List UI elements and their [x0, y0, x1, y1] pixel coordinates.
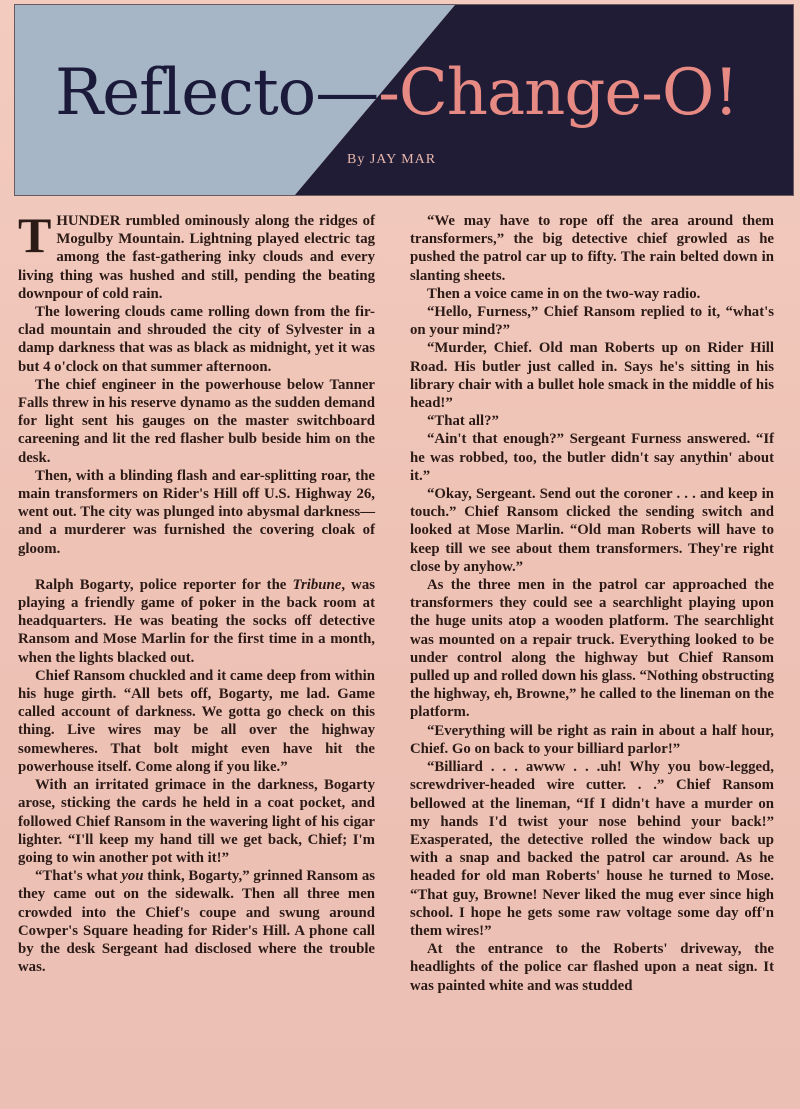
title-banner: [14, 4, 794, 196]
paragraph: “Everything will be right as rain in about a half hour, Chief. Go on back to your billiard parlor!”: [410, 722, 774, 757]
paragraph: “That's what you think, Bogarty,” grinned Ransom as they came out on the sidewalk. Then all three men crowded into the Chief's coupe and swung around Cowper's Square heading for Rider's Hill. A phone call by the desk Sergeant had disclosed where the trouble was.: [18, 868, 375, 976]
paragraph: “Hello, Furness,” Chief Ransom replied to it, “what's on your mind?”: [410, 304, 774, 339]
paragraph: “Billiard . . . awww . . .uh! Why you bow-legged, screwdriver-headed wire cutter. . .” Chief Ransom bellowed at the lineman, “If I didn't have a murder on my hands I'd twist your nose behind your back!” Exasperated, the detective rolled the window back up with a snap and backed the patrol car around. As he headed for old man Roberts' house he turned to Mose. “That guy, Browne! Never liked the mug ever since high school. I hope he gets some raw voltage some day off'n them wires!”: [410, 759, 774, 939]
article-column-left: [18, 207, 375, 976]
paragraph: “Okay, Sergeant. Send out the coroner . . . and keep in touch.” Chief Ransom clicked the sending switch and looked at Mose Marlin. “Old man Roberts will have to keep till we see about them transformers. They're right close by anyhow.”: [410, 486, 774, 575]
paragraph: As the three men in the patrol car approached the transformers they could see a searchlight playing upon the huge units atop a wooden platform. The searchlight was mounted on a repair truck. Everything looked to be under control along the highway but Chief Ransom pulled up and rolled down his glass. “Nothing obstructing the highway, eh, Browne,” he called to the lineman on the platform.: [410, 577, 774, 721]
paragraph: The lowering clouds came rolling down from the fir-clad mountain and shrouded the city of Sylvester in a damp darkness that was as black as midnight, yet it was but 4 o'clock on that summer afternoon.: [18, 304, 375, 375]
paragraph: THUNDER rumbled ominously along the ridges of Mogulby Mountain. Lightning played electric tag among the fast-gathering inky clouds and every living thing was hushed and still, pending the beating downpour of cold rain.: [18, 207, 375, 302]
title-part-left: Reflecto—: [55, 56, 379, 130]
paragraph: Then a voice came in on the two-way radio.: [427, 285, 701, 302]
paragraph: With an irritated grimace in the darkness, Bogarty arose, sticking the cards he held in a coat pocket, and followed Chief Ransom in the wavering light of his cigar lighter. “I'll keep my hand till we get back, Chief; I'm going to win another pot with it!”: [18, 777, 375, 866]
paragraph: Ralph Bogarty, police reporter for the Tribune, was playing a friendly game of poker in the back room at headquarters. He was beating the socks off detective Ransom and Mose Marlin for the first time in a month, when the lights blacked out.: [18, 576, 375, 666]
story-title: [55, 53, 738, 133]
paragraph: At the entrance to the Roberts' driveway, the headlights of the police car flashed upon a neat sign. It was painted white and was studded: [410, 941, 774, 994]
paragraph: “That all?”: [427, 413, 499, 430]
drop-cap: T: [18, 207, 52, 263]
paragraph: The chief engineer in the powerhouse below Tanner Falls threw in his reserve dynamo as the sudden demand for light sent his gauges on the master switchboard careening and lit the red flasher bulb beside him on the desk.: [18, 376, 375, 466]
paragraph: Chief Ransom chuckled and it came deep from within his huge girth. “All bets off, Bogarty, me lad. Game called account of darkness. We gotta go check on this thing. Live wires may be all over the highway somewheres. That bolt might even have hit the powerhouse itself. Come along if you like.”: [18, 667, 375, 775]
paragraph: Then, with a blinding flash and ear-splitting roar, the main transformers on Rider's Hill off U.S. Highway 26, went out. The city was plunged into abysmal darkness—and a murderer was furnished the covering cloak of gloom.: [18, 467, 375, 557]
article-column-right: [410, 212, 774, 995]
paragraph: “We may have to rope off the area around them transformers,” the big detective chief growled as he pushed the patrol car up to fifty. The rain belted down in slanting sheets.: [410, 213, 774, 284]
byline: By JAY MAR: [347, 152, 437, 167]
paragraph: “Ain't that enough?” Sergeant Furness answered. “If he was robbed, too, the butler didn't say anythin' about it.”: [410, 431, 774, 484]
title-part-right: -Change-O!: [378, 56, 739, 130]
paragraph: “Murder, Chief. Old man Roberts up on Rider Hill Road. His butler just called in. Says he's sitting in his library chair with a bullet hole smack in the middle of his head!”: [410, 340, 774, 412]
